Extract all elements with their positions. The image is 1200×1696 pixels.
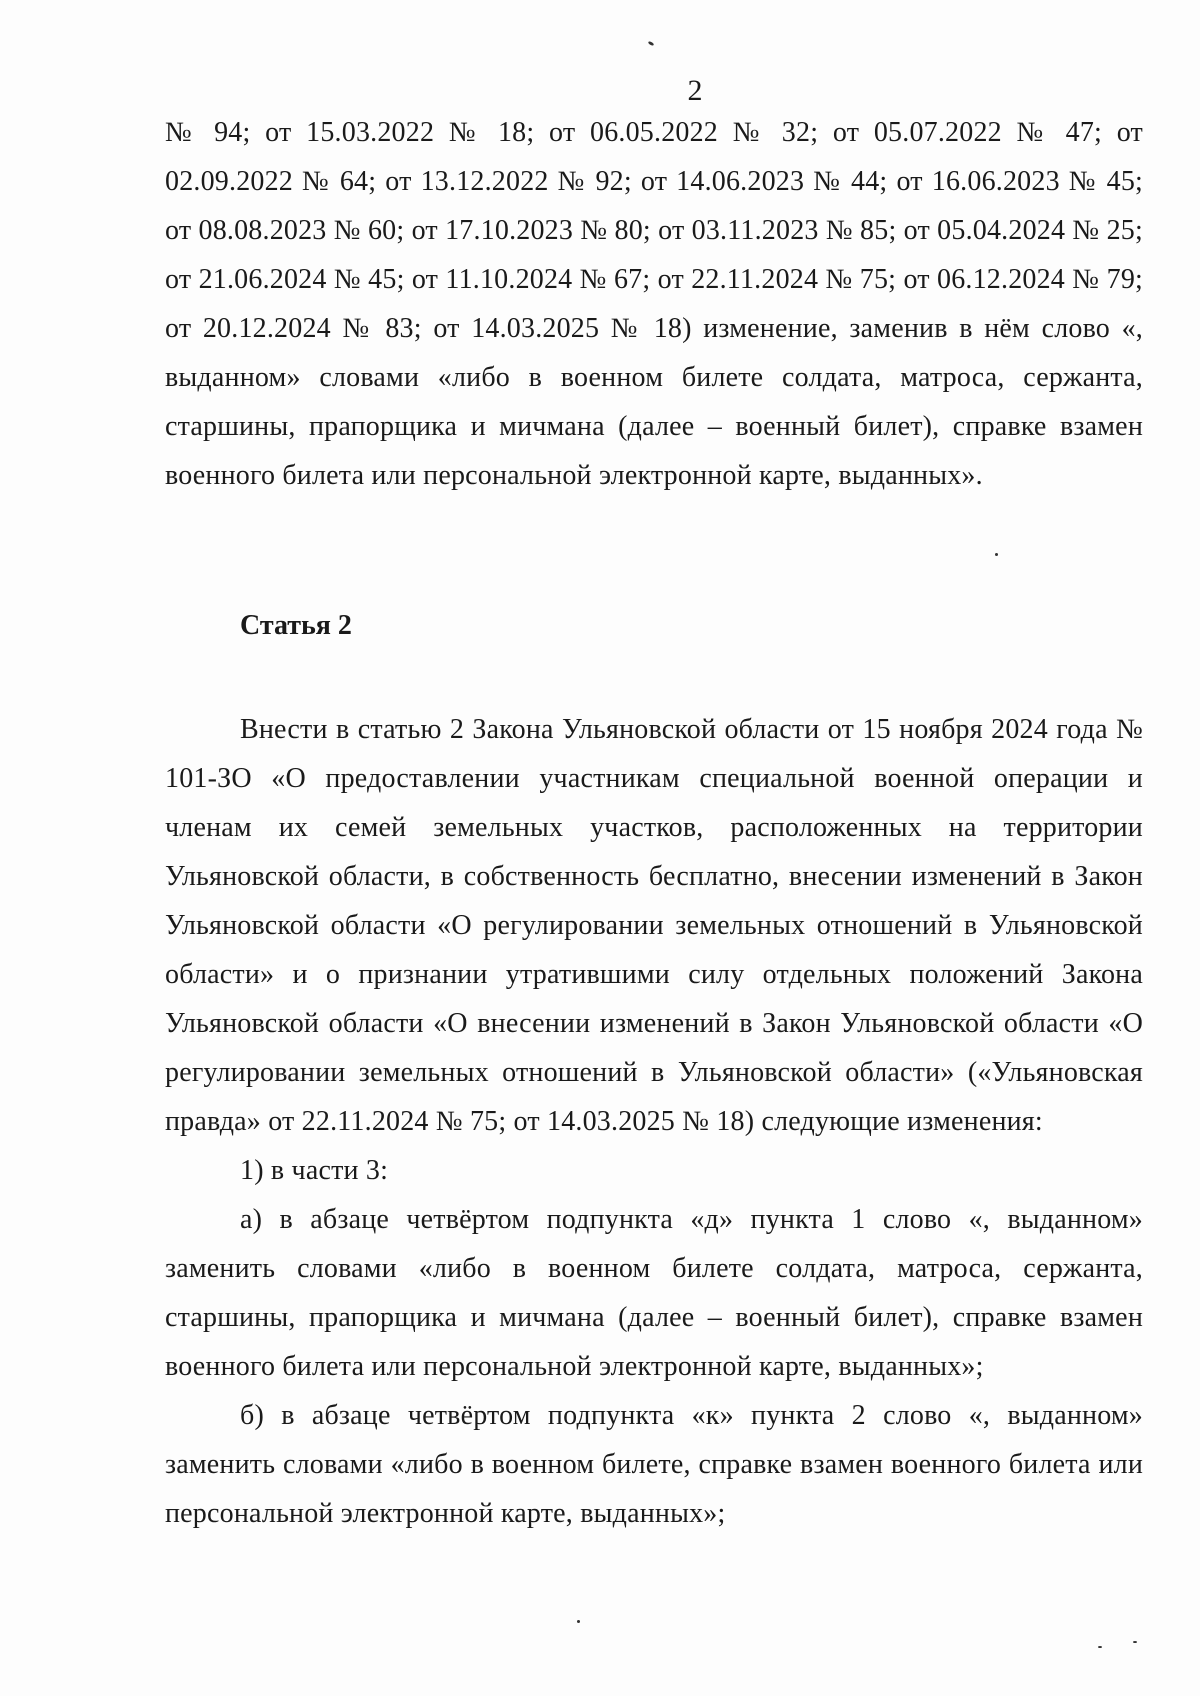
scan-speck	[1098, 1646, 1102, 1648]
article-1-continuation	[165, 108, 1143, 500]
article-2-intro: Внести в статью 2 Закона Ульяновской области от 15 ноября 2024 года № 101-ЗО «О предоставлении участникам специальной военной операции и членам их семей земельных участков, расположенных на территории Ульяновской области, в собственность бесплатно, внесении изменений в Закон Ульяновской области «О регулировании земельных отношений в Ульяновской области» и о признании утратившими силу отдельных положений Закона Ульяновской области «О внесении изменений в Закон Ульяновской области «О регулировании земельных отношений в Ульяновской области» («Ульяновская правда» от 22.11.2024 № 75; от 14.03.2025 № 18) следующие изменения:	[165, 714, 1143, 1137]
article-2-item-1a: а) в абзаце четвёртом подпункта «д» пункта 1 слово «, выданном» заменить словами «либо в военном билете солдата, матроса, сержанта, старшины, прапорщика и мичмана (далее – военный билет), справке взамен военного билета или персональной электронной карте, выданных»;	[165, 1204, 1143, 1382]
article-1-paragraph: № 94; от 15.03.2022 № 18; от 06.05.2022 № 32; от 05.07.2022 № 47; от 02.09.2022 № 64; от 13.12.2022 № 92; от 14.06.2023 № 44; от 16.06.2023 № 45; от 08.08.2023 № 60; от 17.10.2023 № 80; от 03.11.2023 № 85; от 05.04.2024 № 25; от 21.06.2024 № 45; от 11.10.2024 № 67; от 22.11.2024 № 75; от 06.12.2024 № 79; от 20.12.2024 № 83; от 14.03.2025 № 18) изменение, заменив в нём слово «, выданном» словами «либо в военном билете солдата, матроса, сержанта, старшины, прапорщика и мичмана (далее – военный билет), справке взамен военного билета или персональной электронной карте, выданных».	[165, 117, 1143, 491]
article-2-heading: Статья 2	[240, 610, 352, 641]
scan-speck	[648, 41, 655, 47]
page-number: 2	[687, 74, 703, 107]
scan-speck	[577, 1620, 580, 1623]
scan-speck	[1133, 1641, 1137, 1643]
scan-speck	[995, 553, 998, 556]
article-2-item-1b: б) в абзаце четвёртом подпункта «к» пункта 2 слово «, выданном» заменить словами «либо в военном билете, справке взамен военного билета или персональной электронной карте, выданных»;	[165, 1400, 1143, 1529]
article-2-body	[165, 705, 1143, 1538]
article-2-item-1: 1) в части 3:	[240, 1155, 389, 1186]
